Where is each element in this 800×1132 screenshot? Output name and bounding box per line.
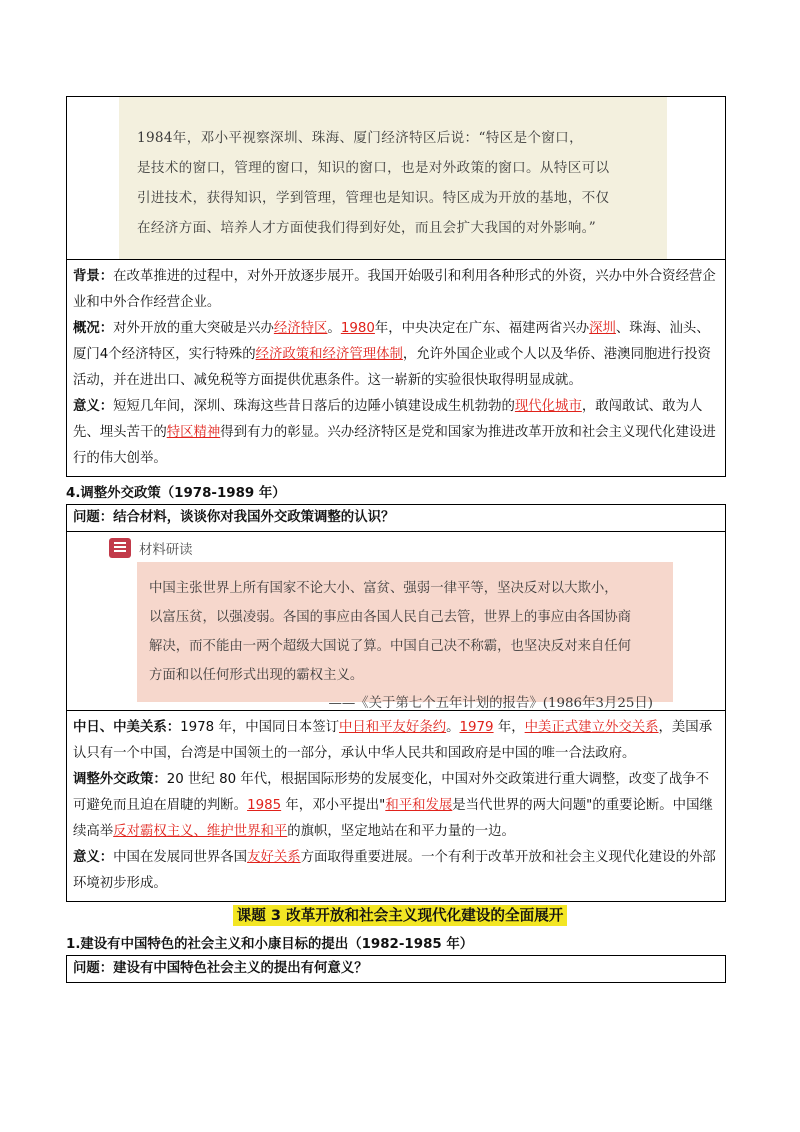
significance-paragraph: 意义：中国在发展同世界各国友好关系方面取得重要进展。一个有利于改革开放和社会主义现代化建设的外部环境初步形成。: [73, 850, 716, 891]
material-line: 中国主张世界上所有国家不论大小、富贫、强弱一律平等，坚决反对以大欺小，: [149, 581, 618, 596]
section-title-1: 1.建设有中国特色的社会主义和小康目标的提出（1982-1985 年）: [66, 937, 474, 952]
quote-line: 引进技术，获得知识，学到管理，管理也是知识。特区成为开放的基地，不仅: [137, 190, 610, 206]
significance-paragraph: 意义：短短几年间，深圳、珠海这些昔日落后的边陲小镇建设成生机勃勃的现代化城市，敢闯敢试、敢为人先、埋头苦干的特区精神得到有力的彰显。兴办经济特区是党和国家为推进改革开放和社会主义现代化建设进行的伟大创举。: [73, 399, 716, 466]
material-source: ——《关于第七个五年计划的报告》(1986年3月25日): [328, 696, 653, 711]
material-line: 方面和以任何形式出现的霸权主义。: [149, 668, 364, 683]
foreign-policy-block: [66, 504, 726, 902]
quote-line: 在经济方面、培养人才方面使我们得到好处，而且会扩大我国的对外影响。”: [137, 220, 596, 236]
material-line: 以富压贫，以强凌弱。各国的事应由各国人民自己去管，世界上的事应由各国协商: [149, 610, 632, 625]
adjustment-paragraph: 调整外交政策：20 世纪 80 年代，根据国际形势的发展变化，中国对外交政策进行重大调整，改变了战争不可避免而且迫在眉睫的判断。1985 年，邓小平提出"和平和发展是当代世界的两大问题"的重要论断。中国继续高举反对霸权主义、维护世界和平的旗帜，坚定地站在和平力量的一边。: [73, 772, 713, 839]
background-paragraph: 背景：在改革推进的过程中，对外开放逐步展开。我国开始吸引和利用各种形式的外资，兴办中外合资经营企业和中外合作经营企业。: [73, 269, 716, 310]
quote-line: 1984年，邓小平视察深圳、珠海、厦门经济特区后说：“特区是个窗口，: [137, 130, 583, 146]
section-title-4: 4.调整外交政策（1978-1989 年）: [66, 486, 286, 501]
material-reading: [67, 531, 725, 710]
material-line: 解决，而不能由一两个超级大国说了算。中国自己决不称霸，也坚决反对来自任何: [149, 639, 632, 654]
material-box: [137, 562, 673, 711]
special-zone-text: [67, 259, 725, 476]
deng-quote: [119, 97, 667, 259]
material-label: 材料研读: [139, 542, 193, 558]
socialism-question-block: [66, 955, 726, 983]
overview-paragraph: 概况：对外开放的重大突破是兴办经济特区。1980年，中央决定在广东、福建两省兴办深圳、珠海、汕头、厦门4个经济特区，实行特殊的经济政策和经济管理体制，允许外国企业或个人以及华侨、港澳同胞进行投资活动，并在进出口、减免税等方面提供优惠条件。这一崭新的实验很快取得明显成就。: [73, 321, 711, 388]
quote-image: [67, 97, 725, 259]
book-icon: [109, 538, 131, 558]
question-row: 问题：建设有中国特色社会主义的提出有何意义？: [73, 961, 368, 976]
question-row: 问题：结合材料，谈谈你对我国外交政策调整的认识？: [73, 510, 395, 525]
relations-paragraph: 中日、中美关系：1978 年，中国同日本签订中日和平友好条约。1979 年，中美正式建立外交关系，美国承认只有一个中国，台湾是中国领土的一部分，承认中华人民共和国政府是中国的唯一合法政府。: [73, 720, 713, 761]
lesson-title: 课题 3 改革开放和社会主义现代化建设的全面展开: [0, 904, 800, 925]
quote-line: 是技术的窗口，管理的窗口，知识的窗口，也是对外政策的窗口。从特区可以: [137, 160, 610, 176]
foreign-policy-text: [67, 710, 725, 901]
special-zone-block: [66, 96, 726, 477]
